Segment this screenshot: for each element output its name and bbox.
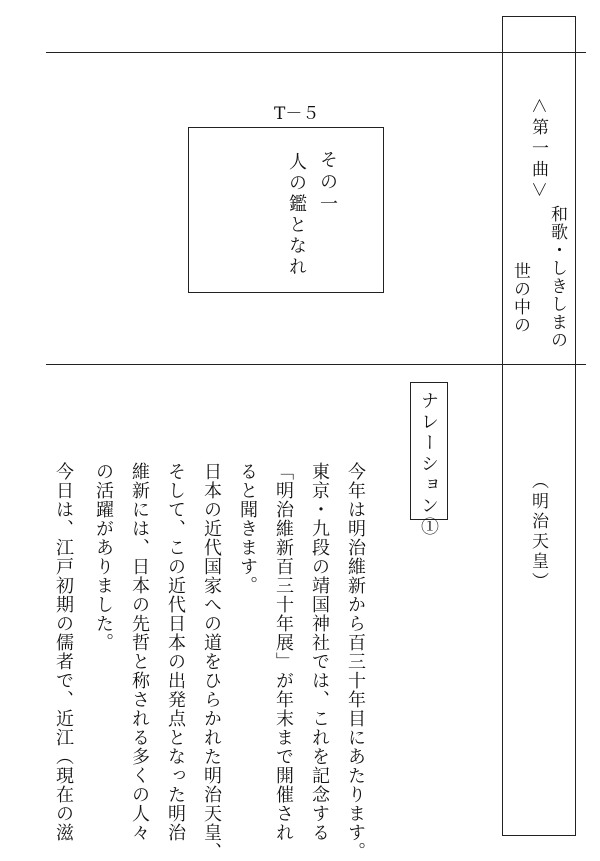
narration-line-4: ると聞きます。: [237, 462, 258, 595]
narration-line-8: の活躍がありました。: [93, 462, 114, 652]
narration-line-6: そして、この近代日本の出発点となった明治: [165, 462, 186, 842]
track-label: T－５: [274, 104, 320, 124]
narration-line-2: 東京・九段の靖国神社では、これを記念する: [309, 462, 330, 842]
narration-line-1: 今年は明治維新から百三十年目にあたります。: [345, 462, 366, 861]
title-subtitle: その一: [317, 150, 338, 216]
narration-line-7: 維新には、日本の先哲と称される多くの人々: [129, 462, 150, 842]
title-main: 人の鑑となれ: [286, 152, 307, 278]
song-author: （明治天皇）: [528, 472, 548, 592]
song-heading: ＜第一曲＞: [528, 97, 548, 202]
narration-line-5: 日本の近代国家への道をひらかれた明治天皇、: [201, 462, 222, 861]
narration-line-3: 「明治維新百三十年展」が年末まで開催され: [273, 462, 294, 842]
song-title-line2: 世の中の: [510, 262, 530, 334]
song-title-line1: 和歌・しきしまの: [547, 205, 567, 349]
narration-label: ナレーション①: [418, 391, 439, 538]
narration-line-9: 今日は、江戸初期の儒者で、近江（現在の滋: [53, 462, 74, 842]
